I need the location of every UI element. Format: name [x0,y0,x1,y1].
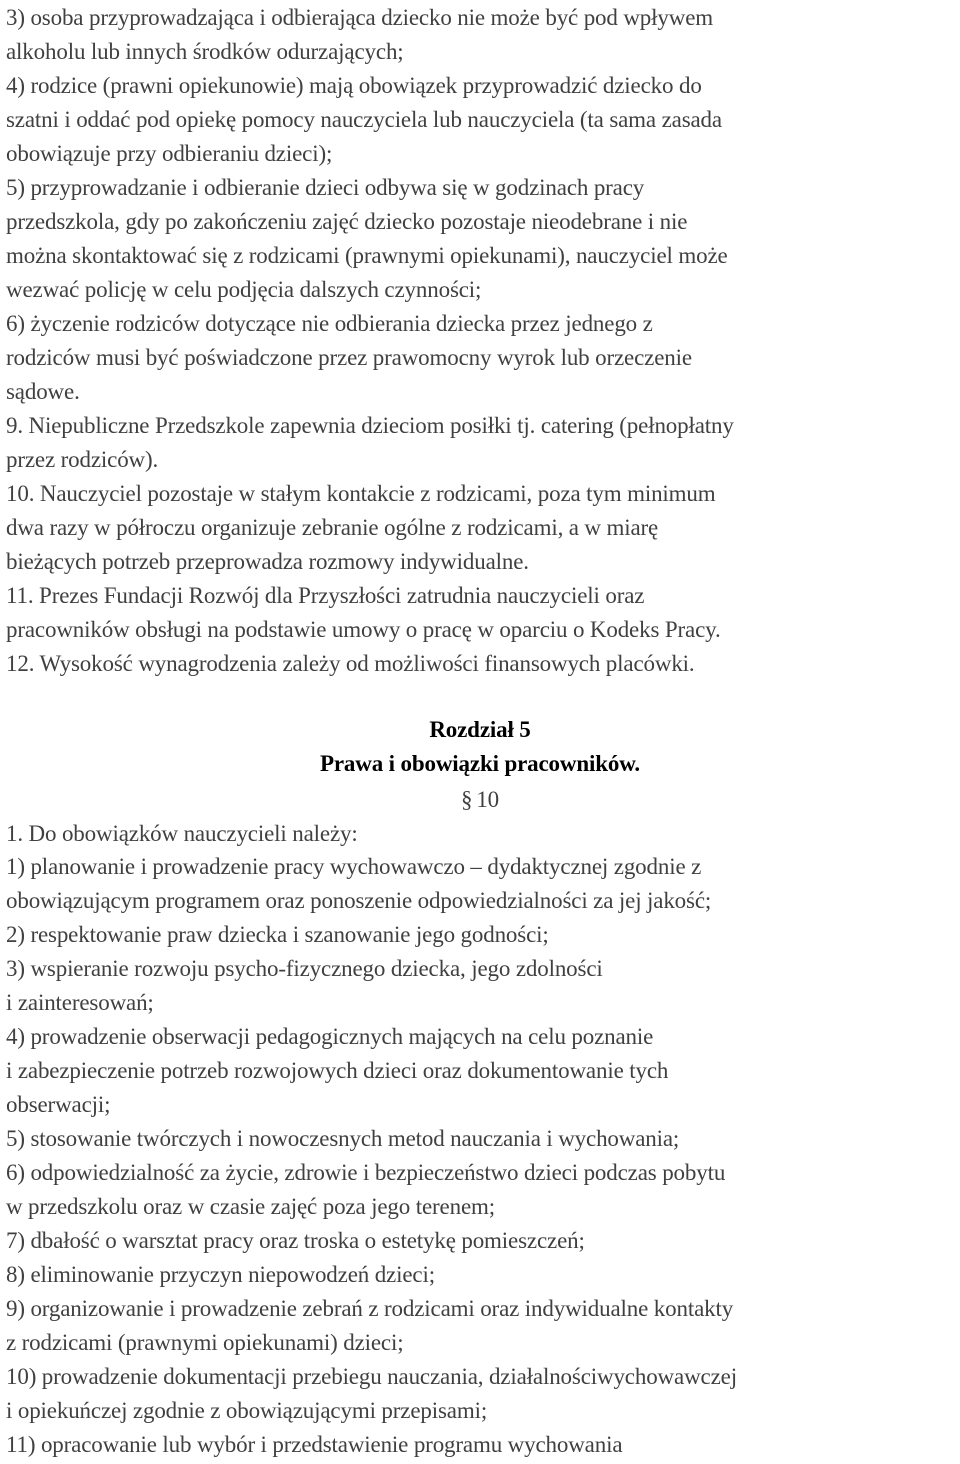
text-line: i opiekuńczej zgodnie z obowiązującymi przepisami; [6,1398,488,1423]
text-line: bieżących potrzeb przeprowadza rozmowy indywidualne. [6,549,529,574]
text-line: przedszkola, gdy po zakończeniu zajęć dziecko pozostaje nieodebrane i nie [6,209,688,234]
text-line: w przedszkolu oraz w czasie zajęć poza jego terenem; [6,1194,495,1219]
section-symbol: § [460,787,473,812]
text-line: z rodzicami (prawnymi opiekunami) dzieci; [6,1330,404,1355]
text-line: szatni i oddać pod opiekę pomocy nauczyciela lub nauczyciela (ta sama zasada [6,107,722,132]
text-line: i zabezpieczenie potrzeb rozwojowych dzieci oraz dokumentowanie tych [6,1058,669,1083]
text-line: 7) dbałość o warsztat pracy oraz troska o estetykę pomieszczeń; [6,1228,585,1253]
text-line: 3) osoba przyprowadzająca i odbierająca dziecko nie może być pod wpływem [6,5,714,30]
text-line: 9) organizowanie i prowadzenie zebrań z rodzicami oraz indywidualne kontakty [6,1296,734,1321]
chapter-number: Rozdział 5 [429,717,531,742]
text-line: obowiązuje przy odbieraniu dzieci); [6,141,333,166]
text-line: 5) stosowanie twórczych i nowoczesnych metod nauczania i wychowania; [6,1126,680,1151]
text-line: 8) eliminowanie przyczyn niepowodzeń dzieci; [6,1262,435,1287]
text-line: pracowników obsługi na podstawie umowy o pracę w oparciu o Kodeks Pracy. [6,617,721,642]
text-line: 3) wspieranie rozwoju psycho-fizycznego dziecka, jego zdolności [6,956,603,981]
text-line: 10. Nauczyciel pozostaje w stałym kontakcie z rodzicami, poza tym minimum [6,481,716,506]
text-line: 5) przyprowadzanie i odbieranie dzieci odbywa się w godzinach pracy [6,175,645,200]
text-line: 1) planowanie i prowadzenie pracy wychowawczo – dydaktycznej zgodnie z [6,854,702,879]
text-line: 9. Niepubliczne Przedszkole zapewnia dzieciom posiłki tj. catering (pełnopłatny [6,413,734,438]
chapter-title: Prawa i obowiązki pracowników. [319,751,641,776]
text-line: 4) rodzice (prawni opiekunowie) mają obowiązek przyprowadzić dziecko do [6,73,702,98]
text-line: przez rodziców). [6,447,159,472]
text-line: rodziców musi być poświadczone przez prawomocny wyrok lub orzeczenie [6,345,692,370]
text-line: wezwać policję w celu podjęcia dalszych czynności; [6,277,482,302]
text-line: obowiązującym programem oraz ponoszenie odpowiedzialności za jej jakość; [6,888,712,913]
text-line: 10) prowadzenie dokumentacji przebiegu nauczania, działalnościwychowawczej [6,1364,737,1389]
section-number: 10 [476,787,500,812]
text-line: obserwacji; [6,1092,111,1117]
text-line: 4) prowadzenie obserwacji pedagogicznych mających na celu poznanie [6,1024,654,1049]
text-line: sądowe. [6,379,80,404]
text-line: 1. Do obowiązków nauczycieli należy: [6,821,358,846]
section-heading [0,783,960,817]
text-line: 6) życzenie rodziców dotyczące nie odbierania dziecka przez jednego z [6,311,653,336]
text-line: i zainteresowań; [6,990,154,1015]
text-line: 12. Wysokość wynagrodzenia zależy od możliwości finansowych placówki. [6,651,695,676]
text-line: dwa razy w półroczu organizuje zebranie ogólne z rodzicami, a w miarę [6,515,659,540]
text-line: 6) odpowiedzialność za życie, zdrowie i bezpieczeństwo dzieci podczas pobytu [6,1160,726,1185]
text-line: 11) opracowanie lub wybór i przedstawienie programu wychowania [6,1432,623,1457]
text-line: 11. Prezes Fundacji Rozwój dla Przyszłości zatrudnia nauczycieli oraz [6,583,645,608]
text-line: alkoholu lub innych środków odurzających; [6,39,404,64]
text-line: 2) respektowanie praw dziecka i szanowanie jego godności; [6,922,549,947]
text-line: można skontaktować się z rodzicami (prawnymi opiekunami), nauczyciel może [6,243,728,268]
